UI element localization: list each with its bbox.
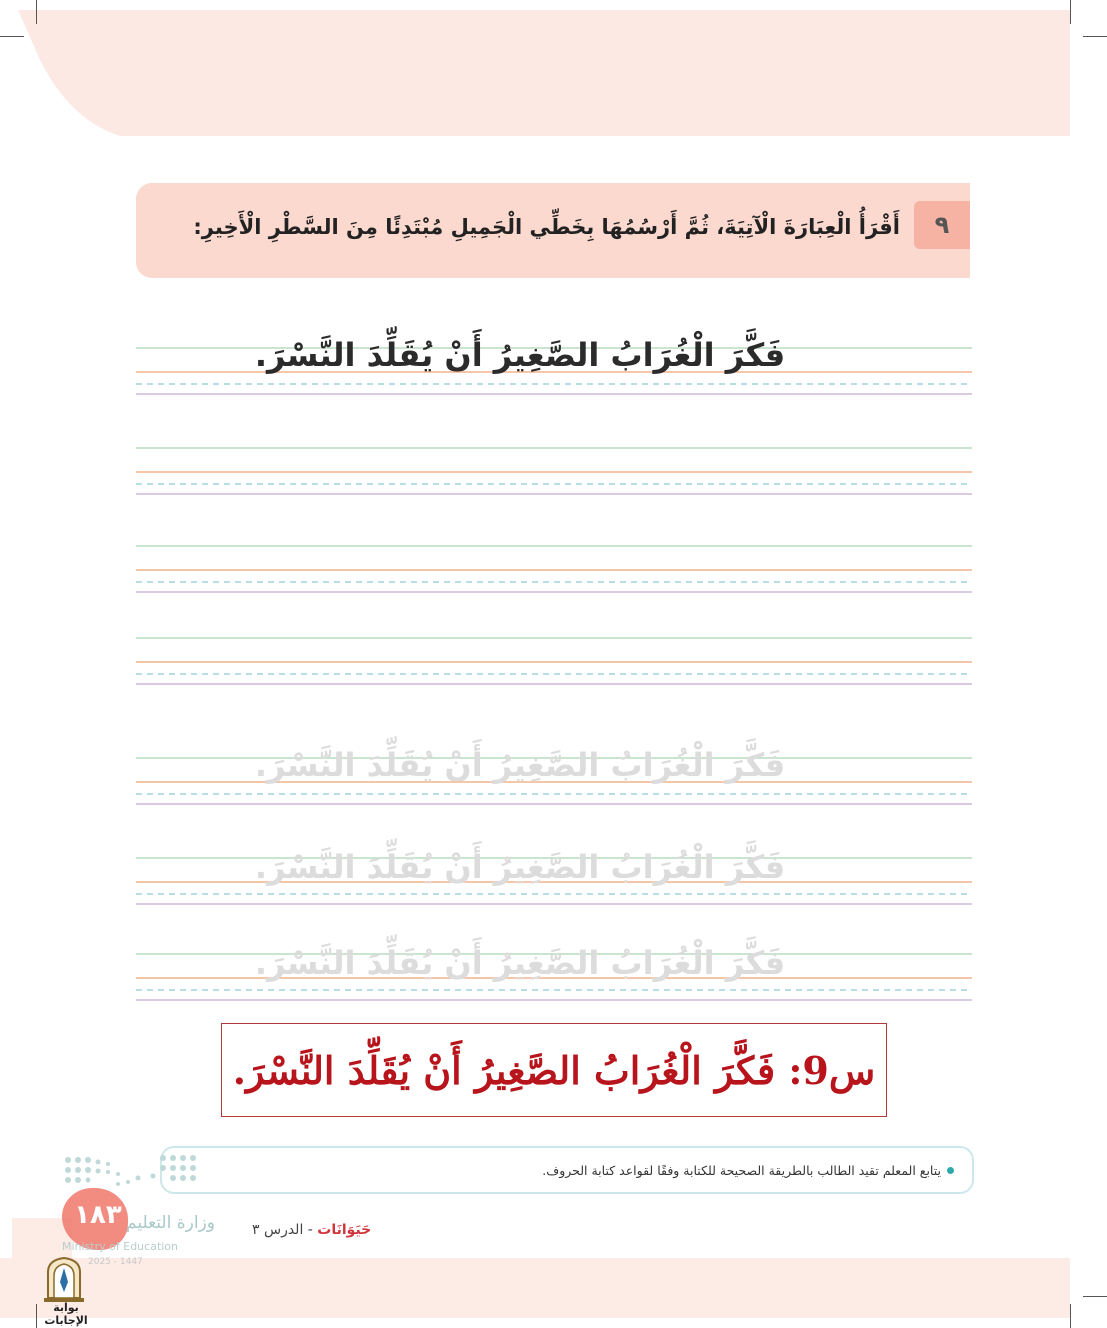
teacher-note-text: يتابع المعلم تقيد الطالب بالطريقة الصحيحة للكتابة وفقًا لقواعد كتابة الحروف. <box>542 1162 941 1178</box>
traced-sentence: فَكَّرَ الْغُرَابُ الصَّغِيرُ أَنْ يُقَلِّدَ النَّسْرَ. <box>254 746 786 784</box>
footer-lesson-label <box>252 1222 371 1238</box>
ruled-line-group <box>136 638 972 684</box>
ruled-line-group <box>136 448 972 494</box>
question-number-badge: ٩ <box>914 201 970 249</box>
crop-mark <box>0 36 24 37</box>
ruled-line-group <box>136 546 972 592</box>
footer-unit: حَيَوَانَات <box>317 1222 372 1238</box>
model-sentence: فَكَّرَ الْغُرَابُ الصَّغِيرُ أَنْ يُقَلِّدَ النَّسْرَ. <box>254 336 786 374</box>
handwriting-lines <box>136 330 972 1020</box>
crop-mark <box>1083 1296 1107 1297</box>
teacher-note <box>160 1146 974 1194</box>
crop-mark <box>1083 36 1107 37</box>
crop-mark <box>1070 1304 1071 1328</box>
crop-mark <box>1070 0 1071 24</box>
answer-text: س9: فَكَّرَ الْغُرَابُ الصَّغِيرُ أَنْ يُقَلِّدَ النَّسْرَ. <box>232 1047 876 1093</box>
question-instruction: أَقْرَأُ الْعِبَارَةَ الْآتِيَةَ، ثُمَّ أَرْسُمُهَا بِخَطِّي الْجَمِيلِ مُبْتَدِئًا مِنَ السَّطْرِ الْأَخِيرِ: <box>193 215 900 239</box>
ministry-name-english: Ministry of Education <box>62 1240 179 1253</box>
traced-sentence: فَكَّرَ الْغُرَابُ الصَّغِيرُ أَنْ يُقَلِّدَ النَّسْرَ. <box>254 848 786 886</box>
page-number: ١٨٣ <box>74 1200 122 1230</box>
ministry-name-arabic: وزارة التعليم <box>126 1213 215 1233</box>
footer-separator: - <box>303 1222 318 1238</box>
portal-name: بوابة الإجابات <box>44 1301 88 1327</box>
bullet-icon <box>947 1167 954 1174</box>
question-banner <box>136 183 970 278</box>
crop-mark <box>36 0 37 24</box>
answer-box <box>221 1023 887 1117</box>
traced-sentence: فَكَّرَ الْغُرَابُ الصَّغِيرُ أَنْ يُقَلِّدَ النَّسْرَ. <box>254 944 786 982</box>
ministry-year: 2025 - 1447 <box>88 1257 143 1267</box>
footer-lesson: الدرس ٣ <box>252 1222 304 1238</box>
